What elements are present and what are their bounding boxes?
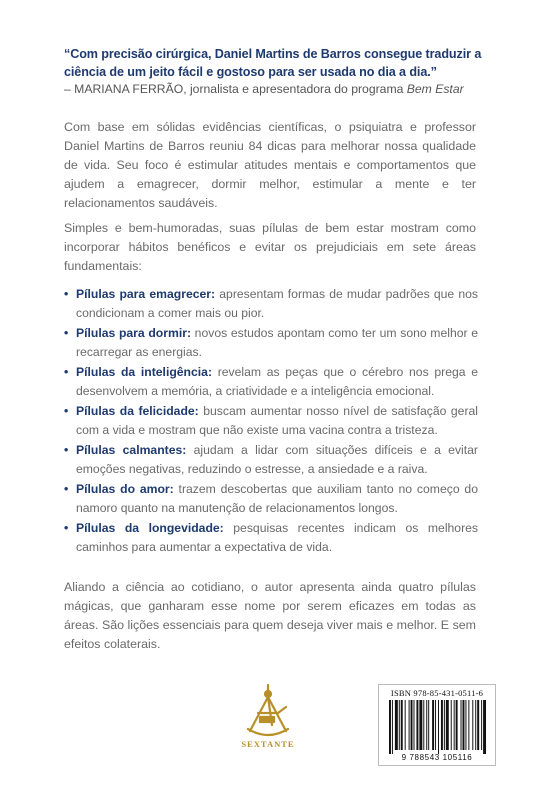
- barcode-bar: [428, 700, 429, 750]
- pills-list: [64, 285, 478, 558]
- bullet-icon: •: [64, 326, 69, 340]
- barcode-bar: [441, 700, 443, 750]
- pill-item-felicidade: [64, 402, 478, 440]
- barcode-bar: [472, 700, 473, 750]
- intro-paragraph: Com base em sólidas evidências científicas, o psiquiatra e professor Daniel Martins de Barros reuniu 84 dicas para melhorar nossa qualidade de vida. Seu foco é estimular atitudes mentais e comportamentos que ajudem a emagrecer, dormir melhor, estimular a mente e ter relacionamentos saudáveis.: [64, 120, 476, 210]
- barcode-bar: [454, 700, 455, 750]
- pill-name: Pílulas da felicidade:: [76, 404, 199, 418]
- bullet-icon: •: [64, 404, 69, 418]
- pill-name: Pílulas da longevidade:: [76, 521, 224, 535]
- bullet-icon: •: [64, 365, 69, 379]
- isbn-barcode: [378, 684, 496, 766]
- pill-text: ajudam a lidar com situações difíceis e a evitar emoções negativas, reduzindo o estresse, a ansiedade e a raiva.: [76, 443, 478, 476]
- barcode-bar: [475, 700, 476, 750]
- barcode-bar: [477, 700, 479, 750]
- isbn-label: ISBN 978-85-431-0511-6: [390, 688, 484, 698]
- pill-name: Pílulas do amor:: [76, 482, 174, 496]
- barcode-bar: [456, 700, 458, 750]
- pill-text: pesquisas recentes indicam os melhores caminhos para aumentar a expectativa de vida.: [76, 521, 479, 554]
- pill-item-longevidade: [64, 519, 478, 557]
- barcode-bar: [426, 700, 427, 750]
- quote-author: – MARIANA FERRÃO, jornalista e apresentadora do programa: [64, 82, 407, 96]
- barcode-digits: 9 788543 105116: [401, 753, 473, 762]
- barcode-bar: [446, 700, 449, 750]
- barcode-bar: [411, 700, 413, 750]
- closing-paragraph: Aliando a ciência ao cotidiano, o autor apresenta ainda quatro pílulas mágicas, que ganharam esse nome por serem eficazes em todas as áreas. São lições essenciais para quem deseja viver mais e melhor. E sem efeitos colaterais.: [64, 580, 476, 651]
- barcode-bars: [389, 700, 487, 754]
- barcode-bar: [481, 700, 482, 750]
- pill-name: Pílulas para emagrecer:: [76, 287, 216, 301]
- barcode-bar: [414, 700, 415, 750]
- barcode-bar: [405, 700, 406, 750]
- barcode-bar: [483, 700, 486, 754]
- pill-item-calmantes: [64, 441, 478, 479]
- pill-text: trazem descobertas que auxiliam tanto no começo do namoro quanto na manutenção de relacionamentos longos.: [76, 482, 478, 515]
- barcode-bar: [389, 700, 391, 754]
- barcode-bar: [416, 700, 418, 750]
- pill-item-inteligencia: [64, 363, 478, 401]
- barcode-bar: [465, 700, 466, 750]
- quote-attribution: [64, 81, 484, 99]
- pill-name: Pílulas para dormir:: [76, 326, 192, 340]
- bullet-icon: •: [64, 443, 69, 457]
- pill-item-dormir: [64, 324, 478, 362]
- pill-name: Pílulas calmantes:: [76, 443, 187, 457]
- barcode-bar: [461, 700, 462, 750]
- barcode-bar: [399, 700, 400, 750]
- barcode-bar: [432, 700, 434, 750]
- endorsement-quote: [64, 46, 484, 99]
- barcode-bar: [451, 700, 452, 750]
- pill-item-emagrecer: [64, 285, 478, 323]
- barcode-bar: [463, 700, 465, 750]
- barcode-bar: [392, 700, 393, 754]
- barcode-bar: [395, 700, 398, 750]
- bullet-icon: •: [64, 287, 69, 301]
- barcode-bar: [468, 700, 469, 750]
- bullet-icon: •: [64, 482, 69, 496]
- lead-paragraph: Simples e bem-humoradas, suas pílulas de bem estar mostram como incorporar hábitos benéficos e evitar os prejudiciais em sete áreas fundamentais:: [64, 221, 476, 273]
- barcode-bar: [435, 700, 436, 750]
- barcode-bar: [401, 700, 403, 750]
- pill-name: Pílulas da inteligência:: [76, 365, 213, 379]
- pill-text: novos estudos apontam como ter um sono melhor e recarregar as energias.: [76, 326, 478, 359]
- quote-program: Bem Estar: [406, 82, 464, 96]
- pill-text: apresentam formas de mudar padrões que nos condicionam a comer mais ou pior.: [76, 287, 478, 320]
- publisher-name: SEXTANTE: [241, 739, 295, 749]
- pill-text: revelam as peças que o cérebro nos prega e desenvolvem a memória, a criatividade e a inteligência emocional.: [76, 365, 479, 398]
- barcode-bar: [438, 700, 439, 754]
- barcode-bar: [444, 700, 445, 750]
- quote-text: “Com precisão cirúrgica, Daniel Martins de Barros consegue traduzir a ciência de um jeito fácil e gostoso para ser usada no dia a dia.”: [64, 47, 482, 79]
- barcode-bar: [423, 700, 424, 750]
- pill-item-amor: [64, 480, 478, 518]
- barcode-bar: [409, 700, 410, 750]
- barcode-bar: [419, 700, 422, 750]
- pill-text: buscam aumentar nosso nível de satisfação geral com a vida e mostram que não existe uma vacina contra a tristeza.: [76, 404, 478, 437]
- bullet-icon: •: [64, 521, 69, 535]
